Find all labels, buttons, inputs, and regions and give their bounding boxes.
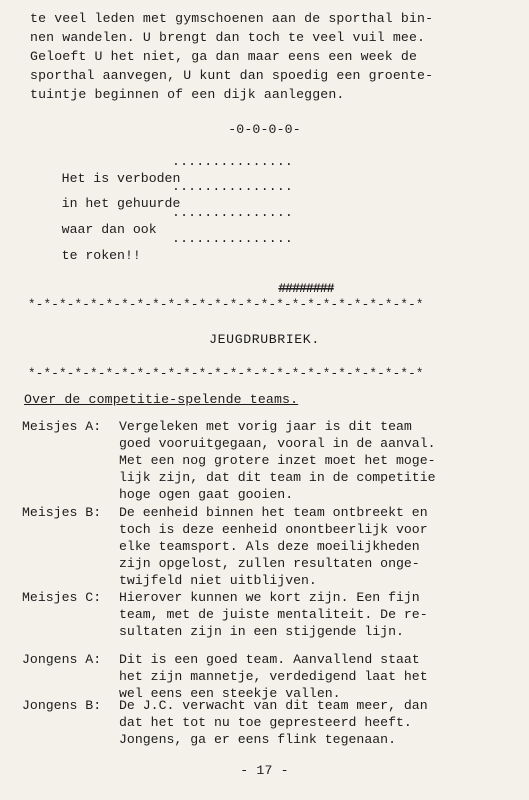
verse-dots: ............... bbox=[172, 205, 293, 220]
star-divider-bottom: *-*-*-*-*-*-*-*-*-*-*-*-*-*-*-*-*-*-*-*-*-*-*-*-*-* bbox=[28, 367, 424, 381]
intro-line-1: te veel leden met gymschoenen aan de sporthal bin- bbox=[30, 11, 434, 26]
star-divider-top: *-*-*-*-*-*-*-*-*-*-*-*-*-*-*-*-*-*-*-*-*-*-*-*-*-* bbox=[28, 298, 424, 312]
verse-row-4 bbox=[30, 230, 141, 281]
team-text-line: toch is deze eenheid onontbeerlijk voor bbox=[119, 522, 428, 537]
team-text-line: lijk zijn, dat dit team in de competitie bbox=[119, 470, 436, 485]
team-text-line: zijn opgelost, zullen resultaten onge- bbox=[119, 556, 420, 571]
team-text-line: hoge ogen gaat gooien. bbox=[119, 487, 294, 502]
verse-text: te roken!! bbox=[61, 248, 141, 263]
team-text-line: het zijn mannetje, verdedigend laat het bbox=[119, 669, 428, 684]
team-text-line: elke teamsport. Als deze moeilijkheden bbox=[119, 539, 420, 554]
intro-line-3: Geloeft U het niet, ga dan maar eens een week de bbox=[30, 49, 418, 64]
team-label: Jongens B: bbox=[22, 698, 102, 713]
team-text-line: De eenheid binnen het team ontbreekt en bbox=[119, 505, 428, 520]
section-title: JEUGDRUBRIEK. bbox=[209, 332, 320, 347]
team-text-line: De J.C. verwacht van dit team meer, dan bbox=[119, 698, 428, 713]
team-text-line: Jongens, ga er eens flink tegenaan. bbox=[119, 732, 396, 747]
team-text-line: Vergeleken met vorig jaar is dit team bbox=[119, 419, 412, 434]
verse-text: waar dan ook bbox=[61, 222, 157, 237]
verse-text: Het is verboden bbox=[61, 171, 181, 186]
team-label: Jongens A: bbox=[22, 652, 102, 667]
team-text-line: Dit is een goed team. Aanvallend staat bbox=[119, 652, 420, 667]
verse-dots: ............... bbox=[172, 231, 293, 246]
team-text-line: twijfeld niet uitblijven. bbox=[119, 573, 317, 588]
page-number: - 17 - bbox=[240, 763, 289, 778]
intro-line-5: tuintje beginnen of een dijk aanleggen. bbox=[30, 87, 345, 102]
intro-line-4: sporthal aanvegen, U kunt dan spoedig een groente- bbox=[30, 68, 434, 83]
subheading: Over de competitie-spelende teams. bbox=[24, 392, 299, 407]
team-text-line: sultaten zijn in een stijgende lijn. bbox=[119, 624, 404, 639]
team-label: Meisjes B: bbox=[22, 505, 102, 520]
verse-dots: ............... bbox=[172, 154, 293, 169]
hash-mark: ######## bbox=[278, 281, 334, 296]
team-label: Meisjes A: bbox=[22, 419, 102, 434]
team-label: Meisjes C: bbox=[22, 590, 102, 605]
team-text-line: goed vooruitgegaan, vooral in de aanval. bbox=[119, 436, 436, 451]
team-text-line: wel eens een steekje vallen. bbox=[119, 686, 341, 701]
team-text-line: dat het tot nu toe gepresteerd heeft. bbox=[119, 715, 412, 730]
team-text-line: Met een nog grotere inzet moet het moge- bbox=[119, 453, 436, 468]
verse-dots: ............... bbox=[172, 179, 293, 194]
team-text-line: team, met de juiste mentaliteit. De re- bbox=[119, 607, 428, 622]
verse-text: in het gehuurde bbox=[61, 196, 181, 211]
section-separator: -0-0-0-0- bbox=[228, 122, 301, 137]
intro-line-2: nen wandelen. U brengt dan toch te veel vuil mee. bbox=[30, 30, 426, 45]
team-text-line: Hierover kunnen we kort zijn. Een fijn bbox=[119, 590, 420, 605]
